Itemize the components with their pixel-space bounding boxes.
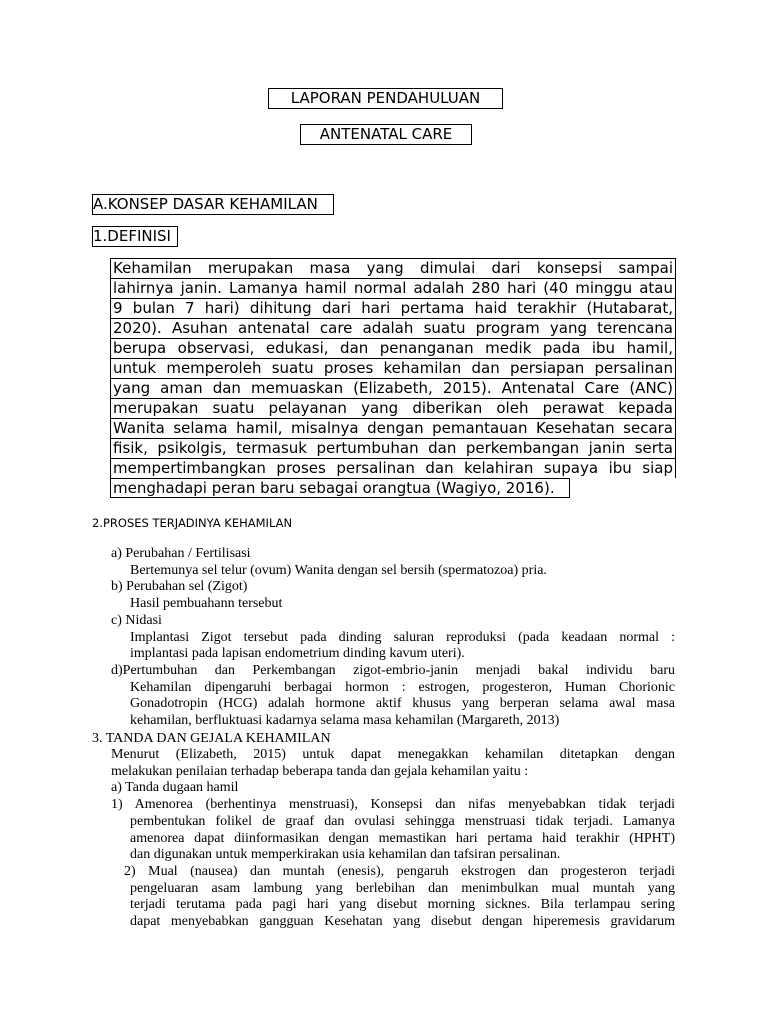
list-item-label: c) Nidasi bbox=[111, 612, 162, 628]
document-subtitle: ANTENATAL CARE bbox=[300, 124, 472, 145]
list-item-text: amenorea dapat diinformasikan dengan memastikan hari pertama haid terakhir (HPHT) bbox=[130, 830, 675, 846]
list-item-label: a) Tanda dugaan hamil bbox=[111, 780, 239, 796]
paragraph-line: Wanita selama hamil, misalnya dengan pemantauan Kesehatan secara bbox=[110, 418, 676, 438]
list-item-text: pembentukan folikel de graaf dan ovulasi sehingga menstruasi tidak terjadi. Lamanya bbox=[130, 813, 675, 829]
list-item-text: 1) Amenorea (berhentinya menstruasi), Konsepsi dan nifas menyebabkan tidak terjadi bbox=[111, 797, 675, 813]
list-item-text: Hasil pembuahann tersebut bbox=[130, 596, 283, 612]
signs-heading: 3. TANDA DAN GEJALA KEHAMILAN bbox=[92, 731, 331, 746]
intro-line: Menurut (Elizabeth, 2015) untuk dapat menegakkan kehamilan ditetapkan dengan bbox=[111, 747, 675, 762]
document-title: LAPORAN PENDAHULUAN bbox=[268, 88, 503, 109]
list-item-text: dapat menyebabkan gangguan Kesehatan yang disebut dengan hiperemesis gravidarum bbox=[130, 914, 675, 930]
paragraph-line: untuk memperoleh suatu proses kehamilan dan persiapan persalinan bbox=[110, 358, 676, 378]
paragraph-line: mempertimbangkan proses persalinan dan kelahiran supaya ibu siap bbox=[110, 458, 676, 478]
signs-body bbox=[111, 747, 675, 931]
paragraph-line: berupa observasi, edukasi, dan penanganan medik pada ibu hamil, bbox=[110, 338, 676, 358]
list-item-text: terjadi terutama pada pagi hari yang disebut morning sicknes. Bila terlampau sering bbox=[130, 897, 675, 913]
process-list bbox=[111, 546, 675, 730]
list-item-text: dan digunakan untuk memperkirakan usia kehamilan dan tafsiran persalinan. bbox=[130, 847, 561, 863]
list-item-text: Kehamilan dipengaruhi berbagai hormon : estrogen, progesteron, Human Chorionic bbox=[130, 679, 675, 695]
list-item-text: pengeluaran asam lambung yang berlebihan dan menimbulkan mual muntah yang bbox=[130, 880, 675, 896]
list-item-text: implantasi pada lapisan endometrium dinding kavum uteri). bbox=[130, 646, 465, 662]
section-a-heading: A.KONSEP DASAR KEHAMILAN bbox=[92, 194, 334, 215]
list-item-text: Bertemunya sel telur (ovum) Wanita dengan sel bersih (spermatozoa) pria. bbox=[130, 562, 547, 578]
paragraph-line: fisik, psikolgis, termasuk pertumbuhan dan perkembangan janin serta bbox=[110, 438, 676, 458]
list-item-text: Implantasi Zigot tersebut pada dinding saluran reproduksi (pada keadaan normal : bbox=[130, 629, 675, 645]
list-item-text: kehamilan, berfluktuasi kadarnya selama masa kehamilan (Margareth, 2013) bbox=[130, 713, 560, 729]
intro-line: melakukan penilaian terhadap beberapa tanda dan gejala kehamilan yaitu : bbox=[111, 763, 529, 779]
list-item-label: d)Pertumbuhan dan Perkembangan zigot-embrio-janin menjadi bakal individu baru bbox=[111, 662, 675, 678]
paragraph-line: lahirnya janin. Lamanya hamil normal adalah 280 hari (40 minggu atau bbox=[110, 278, 676, 298]
list-item-text: Gonadotropin (HCG) adalah hormone aktif khusus yang berperan selama awal masa bbox=[130, 696, 675, 712]
paragraph-line: yang aman dan memuaskan (Elizabeth, 2015). Antenatal Care (ANC) bbox=[110, 378, 676, 398]
paragraph-line: menghadapi peran baru sebagai orangtua (Wagiyo, 2016). bbox=[110, 478, 570, 498]
definition-heading: 1.DEFINISI bbox=[92, 226, 178, 247]
process-heading: 2.PROSES TERJADINYA KEHAMILAN bbox=[92, 516, 293, 530]
definition-paragraph bbox=[110, 258, 676, 498]
list-item-label: b) Perubahan sel (Zigot) bbox=[111, 579, 248, 595]
list-item-label: a) Perubahan / Fertilisasi bbox=[111, 546, 251, 561]
paragraph-line: 9 bulan 7 hari) dihitung dari hari pertama haid terakhir (Hutabarat, bbox=[110, 298, 676, 318]
paragraph-line: Kehamilan merupakan masa yang dimulai dari konsepsi sampai bbox=[110, 258, 676, 278]
list-item-text: 2) Mual (nausea) dan muntah (enesis), pengaruh ekstrogen dan progesteron terjadi bbox=[124, 863, 675, 879]
paragraph-line: 2020). Asuhan antenatal care adalah suatu program yang terencana bbox=[110, 318, 676, 338]
paragraph-line: merupakan suatu pelayanan yang diberikan oleh perawat kepada bbox=[110, 398, 676, 418]
